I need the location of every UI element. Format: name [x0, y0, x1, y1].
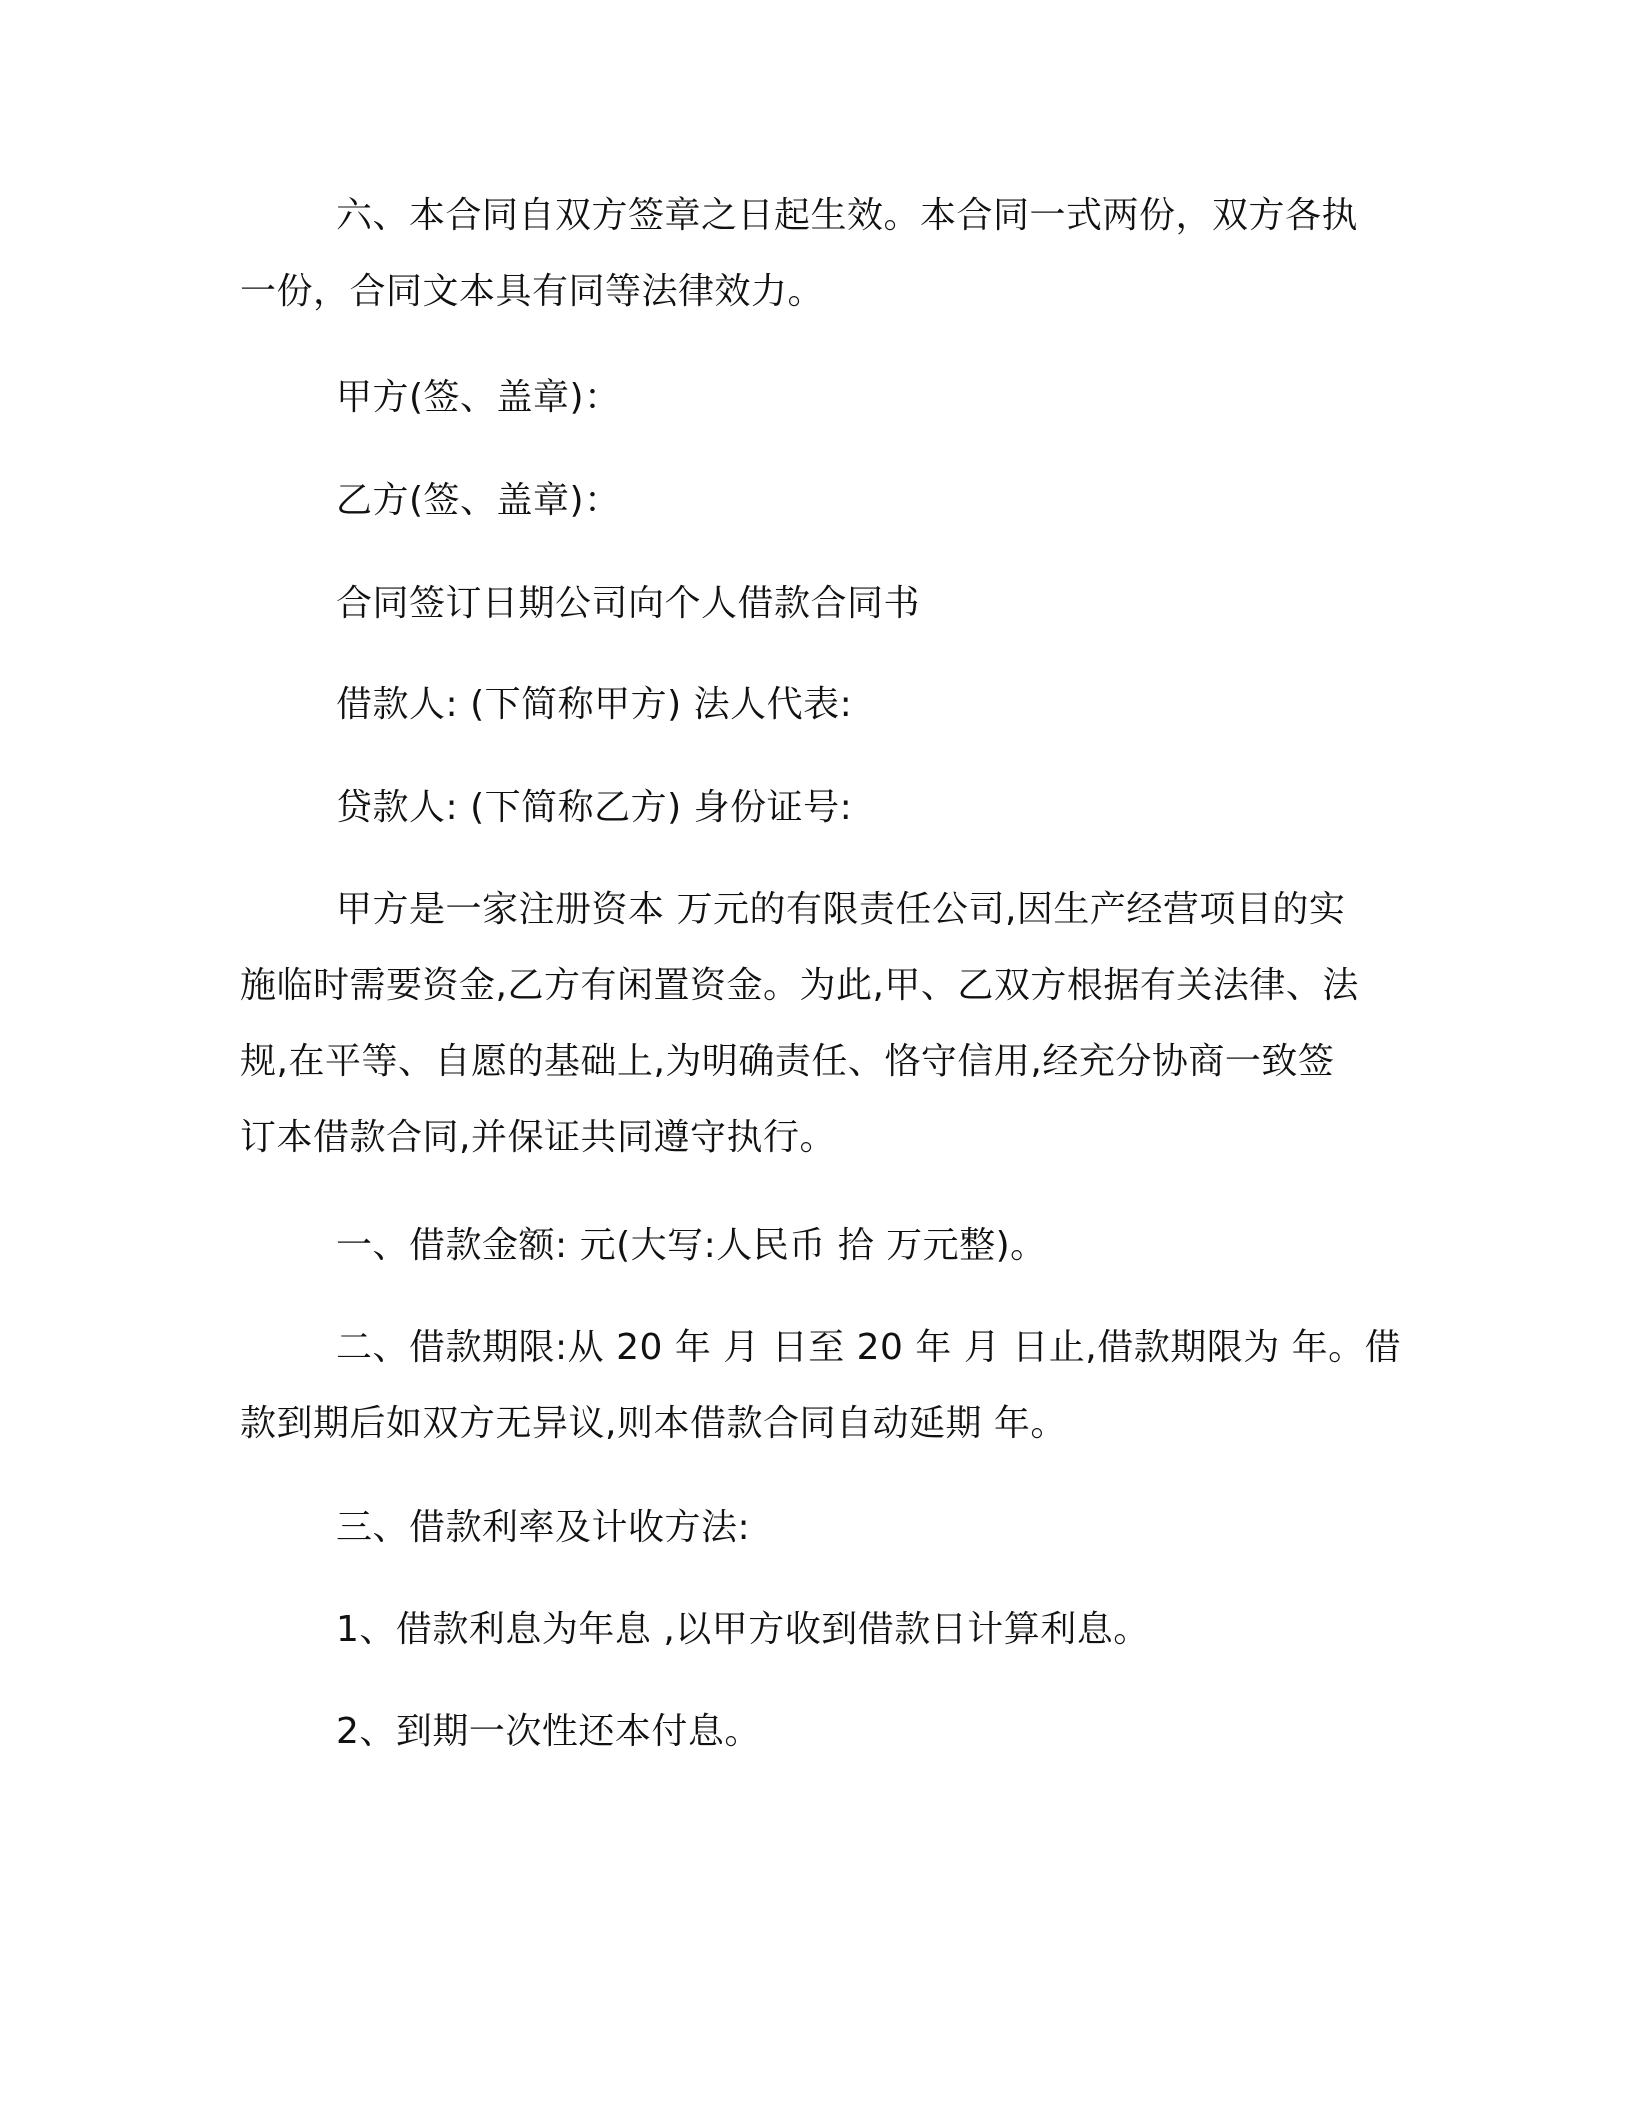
article-two-term — [240, 1310, 1402, 1462]
party-b-signature-label: 乙方(签、盖章)： — [336, 480, 621, 521]
lender-line — [240, 770, 1380, 846]
interest-item-one-text: 1、借款利息为年息 ,以甲方收到借款日计算利息。 — [336, 1609, 1150, 1650]
preamble-line-2: 施临时需要资金,乙方有闲置资金。为此,甲、乙双方根据有关法律、法 — [240, 965, 1359, 1006]
interest-item-one — [240, 1592, 1380, 1668]
borrower-text: 借款人: (下简称甲方) 法人代表: — [336, 684, 853, 725]
clause-six-effectiveness — [240, 178, 1380, 330]
interest-item-two-text: 2、到期一次性还本付息。 — [336, 1711, 761, 1752]
preamble-line-3: 规,在平等、自愿的基础上,为明确责任、恪守信用,经充分协商一致签 — [240, 1041, 1335, 1082]
borrower-line — [240, 667, 1380, 743]
clause-six-line-1: 六、本合同自双方签章之日起生效。本合同一式两份，双方各执 — [336, 195, 1359, 236]
article-one-text: 一、借款金额: 元(大写:人民币 拾 万元整)。 — [336, 1225, 1047, 1266]
contract-title-line — [240, 566, 1380, 642]
party-a-signature-label: 甲方(签、盖章)： — [336, 377, 621, 418]
party-a-signature — [240, 360, 1380, 436]
clause-six-line-2: 一份，合同文本具有同等法律效力。 — [240, 271, 825, 312]
preamble-paragraph — [240, 872, 1380, 1176]
party-b-signature — [240, 463, 1380, 539]
interest-item-two — [240, 1694, 1380, 1770]
preamble-line-1: 甲方是一家注册资本 万元的有限责任公司,因生产经营项目的实 — [336, 889, 1346, 930]
article-two-line-1: 二、借款期限:从 20 年 月 日至 20 年 月 日止,借款期限为 年。借 — [336, 1327, 1402, 1368]
preamble-line-4: 订本借款合同,并保证共同遵守执行。 — [240, 1117, 836, 1158]
lender-text: 贷款人: (下简称乙方) 身份证号: — [336, 787, 853, 828]
article-three-text: 三、借款利率及计收方法: — [336, 1507, 751, 1548]
contract-title-text: 合同签订日期公司向个人借款合同书 — [336, 583, 921, 624]
article-one-amount — [240, 1208, 1380, 1284]
article-two-line-2: 款到期后如双方无异议,则本借款合同自动延期 年。 — [240, 1403, 1067, 1444]
article-three-interest — [240, 1490, 1380, 1566]
